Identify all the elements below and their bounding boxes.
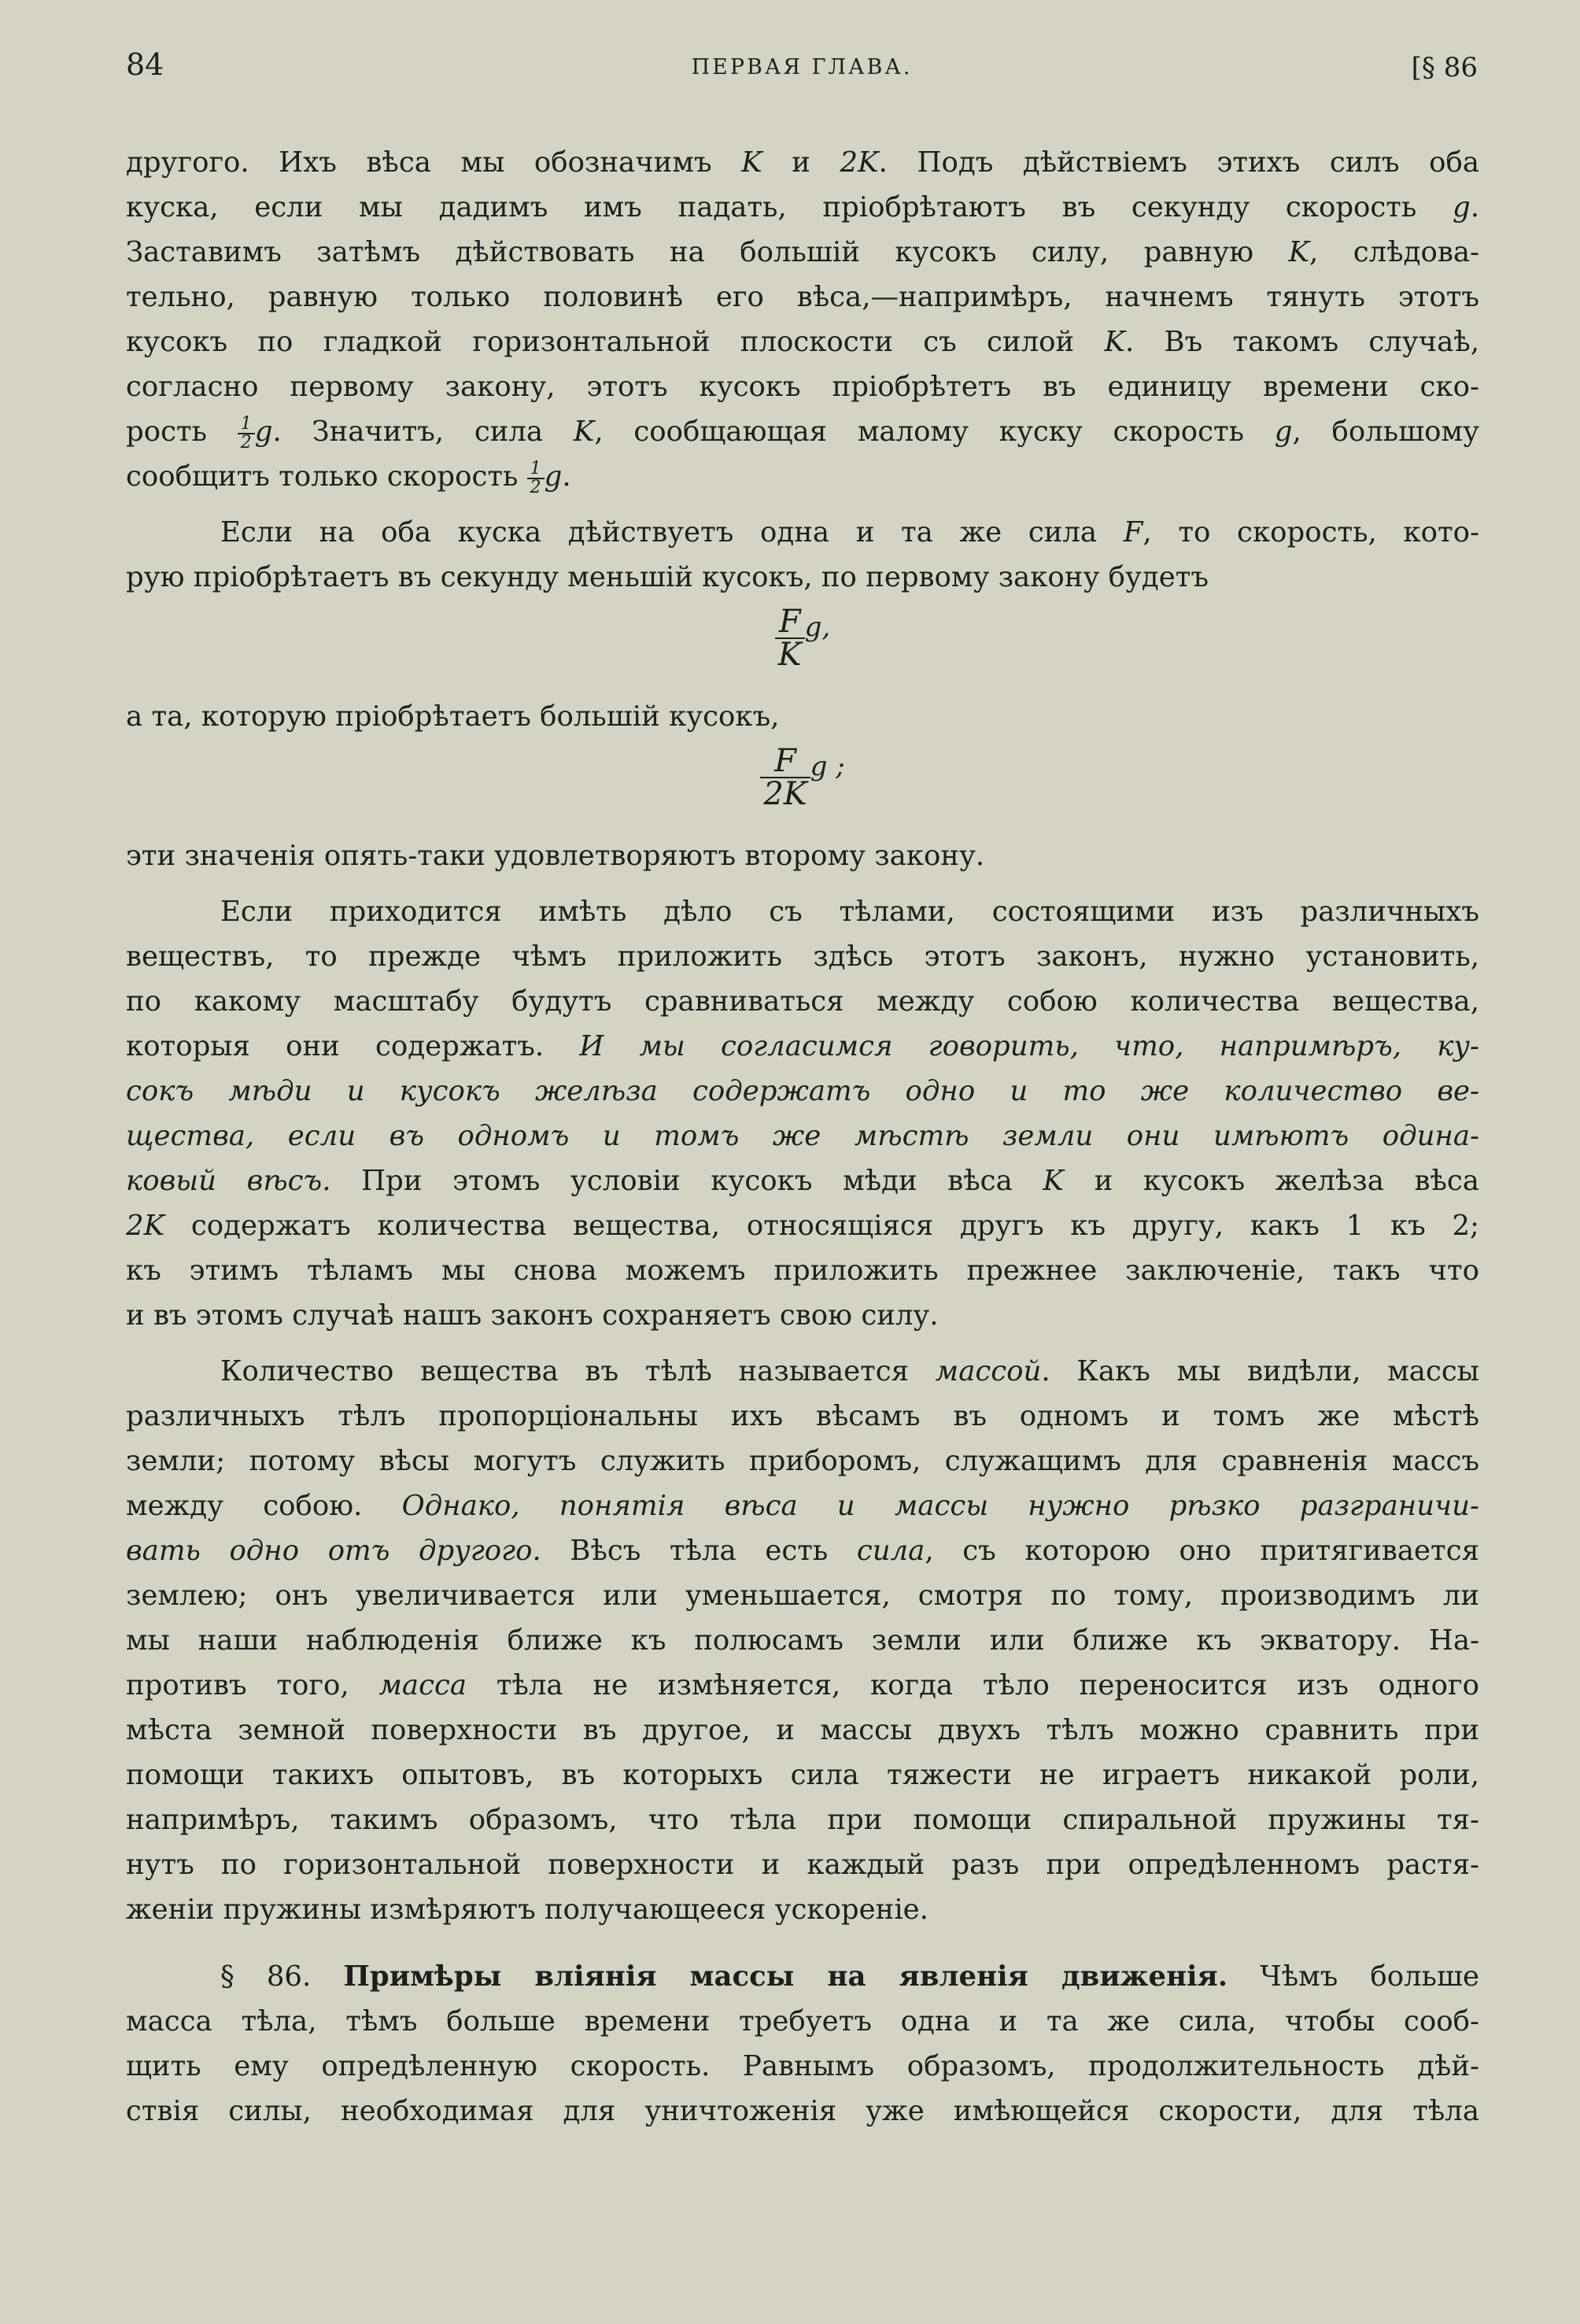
fraction-f-2k: $\frac{F}{2K}$ <box>760 745 810 810</box>
text-line: женіи пружины измѣряютъ получающееся ускореніе. <box>126 1894 928 1926</box>
text-line: помощи такихъ опытовъ, въ которыхъ сила тяжести не играетъ никакой роли, <box>126 1759 1479 1791</box>
text-line: противъ того, масса тѣла не измѣняется, когда тѣло переносится изъ одного <box>126 1669 1479 1701</box>
page-header <box>126 47 1478 94</box>
text-line: ковый вѣсъ. При этомъ условіи кусокъ мѣди вѣса K и кусокъ желѣза вѣса <box>126 1165 1479 1197</box>
section-heading-line: § 86. Примѣры вліянія массы на явленія движенія. Чѣмъ больше <box>220 1960 1480 1993</box>
text-line: эти значенія опять-таки удовлетворяютъ второму закону. <box>126 840 985 872</box>
text-line: которыя они содержатъ. И мы согласимся говорить, что, напримѣръ, ку- <box>126 1030 1479 1062</box>
text-line: веществъ, то прежде чѣмъ приложить здѣсь этотъ законъ, нужно установить, <box>126 940 1479 973</box>
text-line: землею; онъ увеличивается или уменьшается, смотря по тому, производимъ ли <box>126 1580 1479 1612</box>
fraction-half: $\frac{1}{2}$ <box>527 460 545 497</box>
section-title: Примѣры вліянія массы на явленія движенія. <box>343 1960 1228 1993</box>
text-line: сообщитъ только скорость $\frac{1}{2}$ g. <box>126 458 571 497</box>
text-line: между собою. Однако, понятія вѣса и массы нужно рѣзко разграничи- <box>126 1490 1479 1522</box>
text-line: Количество вещества въ тѣлѣ называется массой. Какъ мы видѣли, массы <box>220 1355 1479 1387</box>
fraction-f-k: $\frac{F}{K}$ <box>775 606 805 671</box>
formula-f-over-2k: $\frac{F}{2K}$ $^{g ;}$ <box>126 739 1479 833</box>
section-marker: [§ 86 <box>1411 52 1478 83</box>
section-86 <box>126 1954 1479 2134</box>
text-line: и въ этомъ случаѣ нашъ законъ сохраняетъ свою силу. <box>126 1299 939 1332</box>
body-text <box>126 140 1479 2134</box>
text-line: рость $\frac{1}{2}$ g. Значитъ, сила K, сообщающая малому куску скорость g, большому <box>126 413 1479 453</box>
page-number: 84 <box>126 47 164 82</box>
text-line: щить ему опредѣленную скорость. Равнымъ образомъ, продолжительность дѣй- <box>126 2050 1479 2082</box>
text-line: щества, если въ одномъ и томъ же мѣстѣ земли они имѣютъ одина- <box>126 1120 1479 1152</box>
paragraph-2 <box>126 510 1479 600</box>
text-line: тельно, равную только половинѣ его вѣса,—напримѣръ, начнемъ тянуть этотъ <box>126 281 1479 313</box>
text-line: масса тѣла, тѣмъ больше времени требуетъ одна и та же сила, чтобы сооб- <box>126 2005 1479 2038</box>
text-line: вать одно отъ другого. Вѣсъ тѣла есть сила, съ которою оно притягивается <box>126 1535 1479 1567</box>
section-number: § 86. <box>220 1960 312 1993</box>
text-line: къ этимъ тѣламъ мы снова можемъ приложить прежнее заключеніе, такъ что <box>126 1254 1479 1287</box>
text-line: по какому масштабу будутъ сравниваться между собою количества вещества, <box>126 985 1479 1018</box>
text-line: Если приходится имѣть дѣло съ тѣлами, состоящими изъ различныхъ <box>220 896 1479 928</box>
text-line: Заставимъ затѣмъ дѣйствовать на большій кусокъ силу, равную K, слѣдова- <box>126 236 1479 268</box>
text-line: нутъ по горизонтальной поверхности и каждый разъ при опредѣленномъ растя- <box>126 1849 1479 1881</box>
paragraph-6 <box>126 1349 1479 1932</box>
formula-f-over-k: $\frac{F}{K}$ $^{g,}$ <box>126 600 1479 694</box>
text-line: мы наши наблюденія ближе къ полюсамъ земли или ближе къ экватору. На- <box>126 1624 1479 1657</box>
running-title: ПЕРВАЯ ГЛАВА. <box>691 55 913 79</box>
text-line: куска, если мы дадимъ имъ падать, пріобрѣтаютъ въ секунду скорость g. <box>126 191 1479 224</box>
text-line: напримѣръ, такимъ образомъ, что тѣла при помощи спиральной пружины тя- <box>126 1804 1479 1836</box>
text-line: сокъ мѣди и кусокъ желѣза содержатъ одно и то же количество ве- <box>126 1075 1479 1107</box>
paragraph-5 <box>126 889 1479 1338</box>
text-line: земли; потому вѣсы могутъ служить приборомъ, служащимъ для сравненія массъ <box>126 1445 1479 1477</box>
fraction-half: $\frac{1}{2}$ <box>238 416 255 452</box>
text-line: кусокъ по гладкой горизонтальной плоскости съ силой K. Въ такомъ случаѣ, <box>126 326 1479 358</box>
text-line: Если на оба куска дѣйствуетъ одна и та же сила F, то скорость, кото- <box>220 516 1479 549</box>
text-line: ствія силы, необходимая для уничтоженія уже имѣющейся скорости, для тѣла <box>126 2095 1479 2127</box>
text-line: рую пріобрѣтаетъ въ секунду меньшій кусокъ, по первому закону будетъ <box>126 561 1209 593</box>
text-line: мѣста земной поверхности въ другое, и массы двухъ тѣлъ можно сравнить при <box>126 1714 1479 1746</box>
paragraph-1 <box>126 140 1479 499</box>
text-line: а та, которую пріобрѣтаетъ большій кусокъ, <box>126 700 780 733</box>
text-line: другого. Ихъ вѣса мы обозначимъ K и 2K. Подъ дѣйствіемъ этихъ силъ оба <box>126 146 1479 179</box>
text-line: 2K содержатъ количества вещества, относящіяся другъ къ другу, какъ 1 къ 2; <box>126 1210 1479 1242</box>
text-line: различныхъ тѣлъ пропорціональны ихъ вѣсамъ въ одномъ и томъ же мѣстѣ <box>126 1400 1479 1432</box>
text-line: согласно первому закону, этотъ кусокъ пріобрѣтетъ въ единицу времени ско- <box>126 371 1479 403</box>
